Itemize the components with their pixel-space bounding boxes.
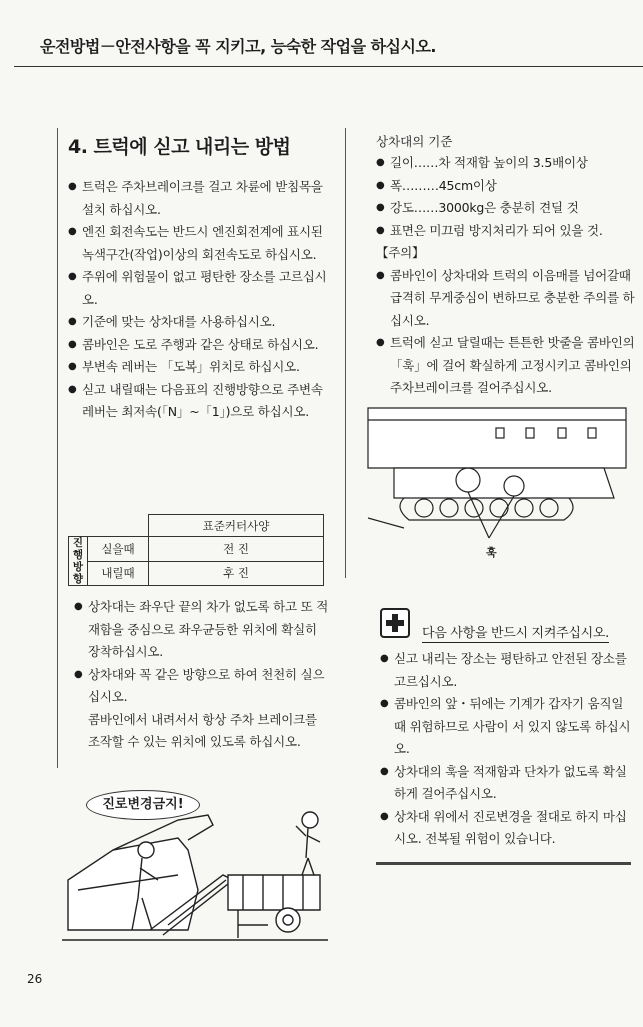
list-item: ● 상차대는 좌우단 끝의 차가 없도록 하고 또 적재함을 중심으로 좌우균등한 위치에 확실히 장착하십시오. [74, 596, 330, 664]
direction-table [68, 514, 324, 586]
page-header: 운전방법－안전사항을 꼭 지키고, 능숙한 작업을 하십시오. [40, 37, 436, 56]
notice-text: 다음 사항을 반드시 지켜주십시오. [422, 622, 609, 643]
list-item: ● 표면은 미끄럼 방지처리가 되어 있을 것. [376, 220, 636, 243]
loading-instructions-list [68, 176, 330, 424]
list-item: ● 트럭에 싣고 달릴때는 튼튼한 밧줄을 콤바인의「훅」에 걸어 확실하게 고정시키고 콤바인의 주차브레이크를 걸어주십시오. [376, 332, 636, 400]
table-group-label: 진 행 방 향 [69, 537, 88, 586]
list-item: ● 부변속 레버는 「도복」위치로 하십시오. [68, 356, 330, 379]
list-item: ● 상차대와 꼭 같은 방향으로 하여 천천히 실으십시오. [74, 664, 330, 709]
header-rule [14, 66, 643, 67]
left-margin-rule [57, 128, 58, 768]
list-item: 콤바인에서 내려서서 항상 주차 브레이크를 조작할 수 있는 위치에 있도록 하십시오. [88, 711, 317, 749]
combine-hook-figure [364, 398, 632, 544]
list-item: ● 싣고 내리는 장소는 평탄하고 안전된 장소를 고르십시오. [380, 648, 635, 693]
table-cell: 전 진 [149, 537, 324, 562]
list-item: ● 강도……3000kg은 충분히 견딜 것 [376, 197, 636, 220]
table-row-label: 내릴때 [88, 561, 149, 586]
list-item: ● 콤바인이 상차대와 트럭의 이음매를 넘어갈때 급격히 무게중심이 변하므로 충분한 주의를 하십시오. [376, 265, 636, 333]
notice-banner [380, 608, 632, 641]
table-cell: 후 진 [149, 561, 324, 586]
figure-caption: 훅 [486, 546, 497, 559]
section-end-rule [376, 862, 631, 865]
list-item: ● 기준에 맞는 상차대를 사용하십시오. [68, 311, 330, 334]
column-divider [345, 128, 346, 578]
list-item: ● 트럭은 주차브레이크를 걸고 차륜에 받침목을 설치 하십시오. [68, 176, 330, 221]
table-row-label: 실을때 [88, 537, 149, 562]
list-item: ● 주위에 위험물이 없고 평탄한 장소를 고르십시오. [68, 266, 330, 311]
speech-bubble: 진로변경금지! [86, 790, 200, 820]
first-aid-cross-icon [380, 608, 410, 638]
list-item: ● 상차대의 훅을 적재함과 단차가 없도록 확실하게 걸어주십시오. [380, 761, 635, 806]
page-number: 26 [27, 972, 43, 986]
ramp-standards-list [376, 152, 636, 400]
list-item: ● 상차대 위에서 진로변경을 절대로 하지 마십시오. 전복될 위험이 있습니다. [380, 806, 635, 851]
ramp-instructions-list [74, 596, 330, 754]
list-item: ● 엔진 회전속도는 반드시 엔진회전계에 표시된 녹색구간(작업)이상의 회전속도로 하십시오. [68, 221, 330, 266]
list-item: ● 폭………45cm이상 [376, 175, 636, 198]
table-header: 표준커터사양 [149, 515, 324, 537]
ramp-standards-label: 상차대의 기준 [376, 134, 453, 149]
caution-label: 【주의】 [376, 245, 425, 260]
list-item: ● 싣고 내릴때는 다음표의 진행방향으로 주변속 레버는 최저속(「N」~「1」)으로 하십시오. [68, 379, 330, 424]
list-item: ● 콤바인의 앞・뒤에는 기계가 갑자기 움직일 때 위험하므로 사람이 서 있지 않도록 하십시오. [380, 693, 635, 761]
section-title: 4. 트럭에 싣고 내리는 방법 [68, 136, 291, 158]
safety-rules-list [380, 648, 635, 851]
list-item: ● 길이……차 적재함 높이의 3.5배이상 [376, 152, 636, 175]
list-item: ● 콤바인은 도로 주행과 같은 상태로 하십시오. [68, 334, 330, 357]
